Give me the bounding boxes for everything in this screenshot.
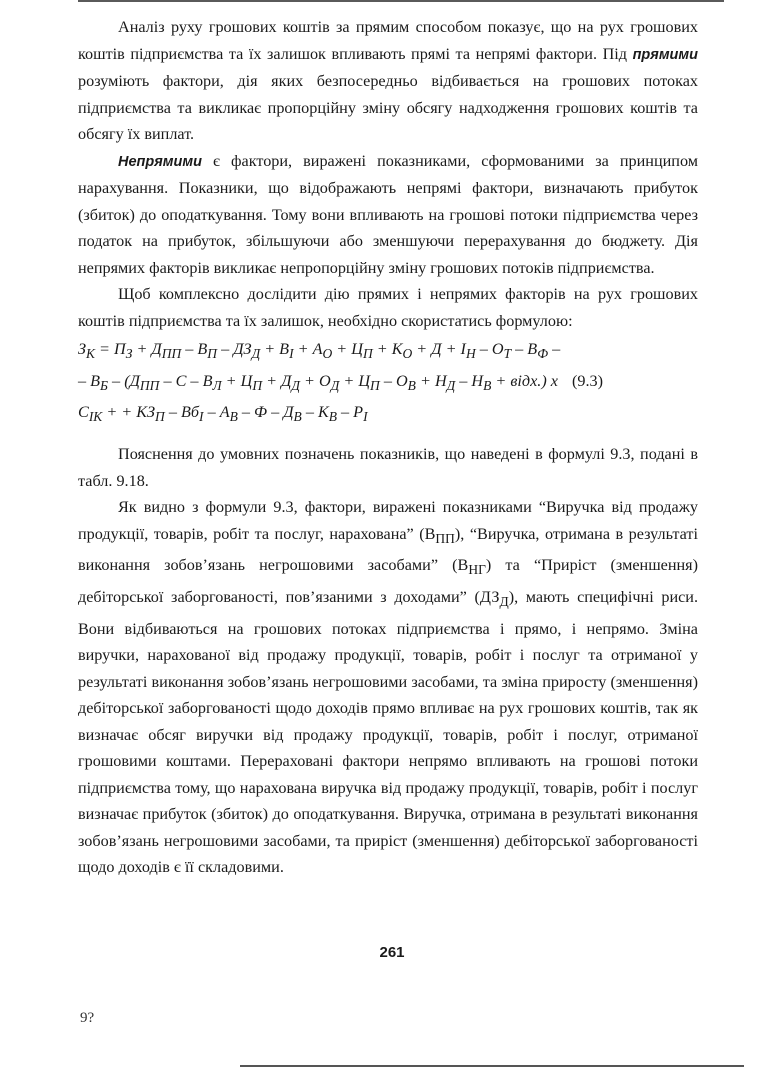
term-indirect: Непрямими	[118, 153, 202, 170]
bottom-rule	[240, 1065, 744, 1067]
paragraph-2	[78, 148, 698, 282]
paragraph-5: Як видно з формули 9.3, фактори, виражені показниками “Виручка від продажу продукції, товарів, робіт та послуг, нарахована” $(В_{ПП})$, “Виручка, отримана в результаті виконання зобов’язань негрошовими засобами” $(В_{НГ})$ та “Приріст (зменшення) дебіторської заборгованості, пов’язаними з доходами” $(ДЗ_Д)$, мають специфічні риси. Вони відбиваються на грошових потоках підприємства і прямо, і непрямо. Зміна виручки, нарахованої від продажу продукції, товарів, робіт і послуг та отриманої у результаті виконання зобов’язань негрошовими засобами, та зміна приросту (зменшення) дебіторської заборгованості щодо доходів прямо впливає на рух грошових коштів, так як визначає обсяг виручки від продажу продукції, товарів, робіт і послуг, отриманої грошовими коштами. Перераховані фактори непрямо впливають на грошові потоки підприємства тому, що нарахована виручка від продажу продукції, товарів, робіт і послуг визначає прибуток (збиток) до оподаткування. Виручка, отримана в результаті виконання зобов’язань негрошовими засобами, та приріст (зменшення) дебіторської заборгованості щодо доходів є її складовими.	[78, 498, 699, 877]
formula-line-3: $С_{ІК}$ + + $КЗ_П - Вб_І - А_В$ – Ф – $Д_В - К_В - Р_І$	[78, 403, 368, 425]
paragraph-1-text-b: розуміють фактори, дія яких безпосередньо відбивається на грошових потоках підприємства та викликає пропорційну зміну обсягу надходження грошових коштів та обсягу їх виплат.	[78, 72, 698, 143]
top-rule	[78, 0, 724, 2]
formula-number: (9.3)	[571, 371, 603, 390]
paragraph-1-text-a: Аналіз руху грошових коштів за прямим способом показує, що на рух грошових коштів підприємства та їх залишок впливають прямі та непрямі фактори. Під	[78, 18, 698, 63]
formula-line-1: $З_К = П_З + Д_{ПП} - В_П - ДЗ_Д + В_І + А_О + Ц_П + К_О + Д + І_Н - О_Т - В_Ф$ –	[78, 340, 561, 362]
page-number: 261	[379, 944, 405, 961]
paragraph-2-text: є фактори, виражені показниками, сформованими за принципом нарахування. Показники, що відображають непрямі фактори, визначають прибуток (збиток) до оподаткування. Тому вони впливають на грошові потоки підприємства через податок на прибуток, збільшуючи або зменшуючи перерахування до бюджету. Дія непрямих факторів викликає непропорційну зміну грошових потоків підприємства.	[78, 151, 698, 277]
term-direct: прямими	[632, 46, 698, 63]
paragraph-1	[78, 14, 698, 148]
formula-line-2	[78, 368, 698, 400]
formula-line-2-text: – $В_Б - (Д_{ПП} - С - В_Л + Ц_П + Д_Д + О_Д + Ц_П - О_В + Н_Д - Н_В$ + відх.) х	[78, 371, 558, 393]
formula-9-3	[78, 336, 698, 431]
page-body	[78, 14, 698, 881]
corner-mark: 9?	[80, 1010, 95, 1026]
paragraph-4: Пояснення до умовних позначень показників, що наведені в формулі 9.3, подані в табл. 9.18.	[78, 445, 698, 490]
paragraph-3: Щоб комплексно дослідити дію прямих і непрямих факторів на рух грошових коштів підприємства та їх залишок, необхідно скористатись формулою:	[78, 285, 698, 330]
